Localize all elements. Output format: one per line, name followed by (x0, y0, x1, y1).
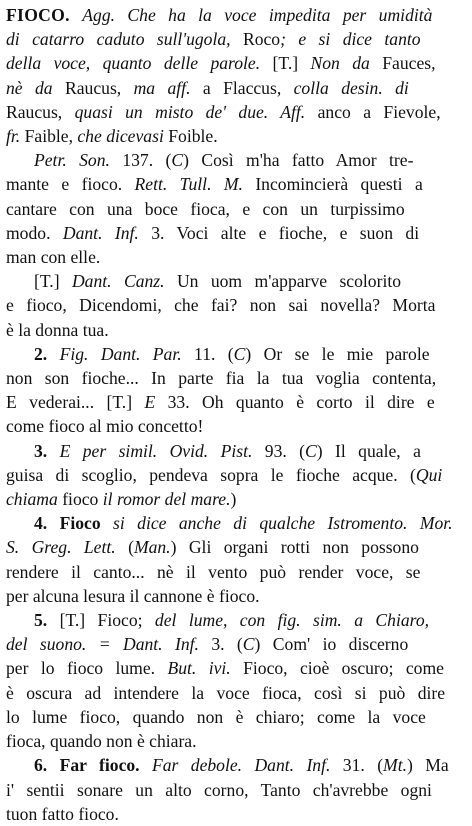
text-run: i' sentii sonare un alto corno, Tanto ch'avrebbe ogni (6, 779, 432, 800)
text-run: C (242, 634, 255, 655)
text-run: lo lume fioco, quando non è chiaro; come la voce (6, 706, 426, 727)
entry-line (6, 76, 464, 100)
text-run: 11. ( (194, 343, 234, 364)
text-run: cantare con una boce fioca, e con un turpissimo (6, 198, 405, 219)
text-run: colla desin. di (293, 77, 409, 98)
text-run: Roco (242, 29, 281, 50)
text-run: Rett. Tull. M. (134, 174, 243, 195)
text-run: 6. Far fioco. (34, 755, 152, 776)
text-run: chiama (6, 489, 63, 510)
entry-line (6, 197, 464, 221)
entry-line (6, 656, 464, 680)
text-run: ) Or se le mie parole (245, 343, 430, 364)
text-run: come fioco al mio concetto! (6, 416, 204, 437)
entry-line (6, 245, 464, 269)
text-run: non son fioche... In parte fia la tua voglia contenta, (6, 368, 437, 389)
text-run: Raucus, (6, 101, 75, 122)
text-run: modo. (6, 222, 63, 243)
text-run: per alcuna lesura il cannone è fioco. (6, 585, 260, 606)
entry-line (6, 414, 464, 438)
entry-line (6, 148, 464, 172)
text-run: ma aff. (133, 77, 203, 98)
text-run: Fauces (382, 53, 432, 74)
text-run: [T.] (272, 53, 311, 74)
entry-line (6, 463, 464, 487)
entry-line (6, 293, 464, 317)
text-run: della voce, quanto delle parole. (6, 53, 273, 74)
text-run: del lume, con fig. sim. a Chiaro, (154, 610, 430, 631)
text-run: tuon fatto fioco. (6, 803, 119, 824)
text-run: 93. ( (264, 440, 306, 461)
entry-line (6, 584, 464, 608)
text-run: guisa di scoglio, pendeva sopra le fioche acque. ( (6, 464, 416, 485)
dictionary-entry-fioco (6, 3, 464, 826)
text-run: del suono. = Dant. Inf. (6, 634, 212, 655)
text-run: ) Ma (407, 755, 449, 776)
text-run: [T.] Fioco; (59, 610, 155, 631)
text-run: [T.] (34, 271, 72, 292)
text-run: ) Gli organi rotti non possono (170, 537, 419, 558)
entry-line (6, 753, 464, 777)
entry-line (6, 124, 464, 148)
text-run: a Flaccus, (202, 77, 294, 98)
text-run: Non da (310, 53, 383, 74)
text-run: C (171, 150, 184, 171)
headword: FIOCO. (6, 5, 70, 25)
entry-line (6, 535, 464, 559)
text-run: 3. ( (211, 634, 243, 655)
text-run: 31. ( (342, 755, 384, 776)
entry-line (6, 487, 464, 511)
text-run: fioca, quando non è chiara. (6, 731, 197, 752)
entry-line (6, 318, 464, 342)
text-run: C (305, 440, 317, 461)
entry-line (6, 269, 464, 293)
text-run: 3. (34, 440, 60, 461)
text-run: che dicevasi (77, 126, 169, 147)
text-run: Incomincierà questi a (242, 174, 423, 195)
entry-line (6, 366, 464, 390)
text-run: ; e si dice tanto (280, 29, 421, 50)
entry-line (6, 511, 464, 535)
text-run: But. ivi. (167, 658, 244, 679)
text-run: 3. Voci alte e fioche, e suon di (151, 222, 420, 243)
text-run: 5. (34, 610, 60, 631)
text-run (70, 5, 82, 25)
text-run: Fioco, cioè oscuro; come (243, 658, 444, 679)
entry-line (6, 221, 464, 245)
entry-line (6, 390, 464, 414)
text-run: E per simil. Ovid. Pist. (59, 440, 265, 461)
text-run: ) (230, 489, 237, 510)
text-run: 4. Fioco (34, 513, 114, 534)
text-run: ) Così m'ha fatto Amor tre- (183, 150, 414, 171)
text-run: è la donna tua. (6, 319, 109, 340)
text-run: C (233, 343, 246, 364)
text-run: Dant. Canz. (71, 271, 177, 292)
text-run: di catarro caduto sull'ugola, (6, 29, 243, 50)
text-run: Foible. (168, 126, 218, 147)
text-run: E vederai... [T.] (6, 392, 145, 413)
text-run: Mt. (383, 755, 407, 776)
text-run: Qui (415, 464, 443, 485)
text-run: fr. (6, 126, 25, 147)
text-run: 137. ( (122, 150, 172, 171)
text-run: è oscura ad intendere la voce fioca, così si può dire (6, 682, 446, 703)
entry-line (6, 439, 464, 463)
entry-line (6, 3, 464, 27)
entry-line (6, 705, 464, 729)
entry-line (6, 342, 464, 366)
text-run: Faible, (24, 126, 78, 147)
text-run: 2. (34, 343, 60, 364)
text-run: fioco (62, 489, 103, 510)
text-run: anco a Fievole, (317, 101, 441, 122)
text-run: Petr. Son. (34, 150, 123, 171)
text-run: Raucus, (65, 77, 134, 98)
text-run: rendere il canto... nè il vento può render voce, se (6, 561, 421, 582)
entry-line (6, 729, 464, 753)
text-run: Far debole. Dant. Inf. (151, 755, 343, 776)
entry-line (6, 172, 464, 196)
entry-line (6, 51, 464, 75)
text-run: S. Greg. Lett. (6, 537, 129, 558)
text-run: si dice anche di qualche Istromento. Mor. (113, 513, 453, 534)
text-run: Un uom m'apparve scolorito (176, 271, 402, 292)
entry-line (6, 802, 464, 826)
text-run: mante e fioco. (6, 174, 135, 195)
text-run: E (144, 392, 168, 413)
text-run: Agg. Che ha la voce impedita per umidità (82, 5, 433, 25)
text-run: ( (128, 537, 134, 558)
text-run: il romor del mare. (102, 489, 231, 510)
text-run: e fioco, Dicendomi, che fai? non sai novella? Morta (6, 295, 436, 316)
text-run: ) Il quale, a (316, 440, 421, 461)
text-run: , (431, 53, 436, 74)
entry-line (6, 778, 464, 802)
entry-line (6, 560, 464, 584)
entry-line (6, 608, 464, 632)
text-run: ) Com' io discerno (254, 634, 409, 655)
entry-line (6, 100, 464, 124)
text-run: per lo fioco lume. (6, 658, 168, 679)
entry-line (6, 27, 464, 51)
entry-line (6, 632, 464, 656)
text-run: Man. (133, 537, 171, 558)
text-run: man con elle. (6, 247, 101, 268)
text-run: 33. Oh quanto è corto il dire e (167, 392, 435, 413)
entry-line (6, 681, 464, 705)
text-run: Dant. Inf. (62, 222, 152, 243)
text-run: quasi un misto de' due. Aff. (74, 101, 318, 122)
text-run: nè da (6, 77, 65, 98)
text-run: Fig. Dant. Par. (59, 343, 195, 364)
